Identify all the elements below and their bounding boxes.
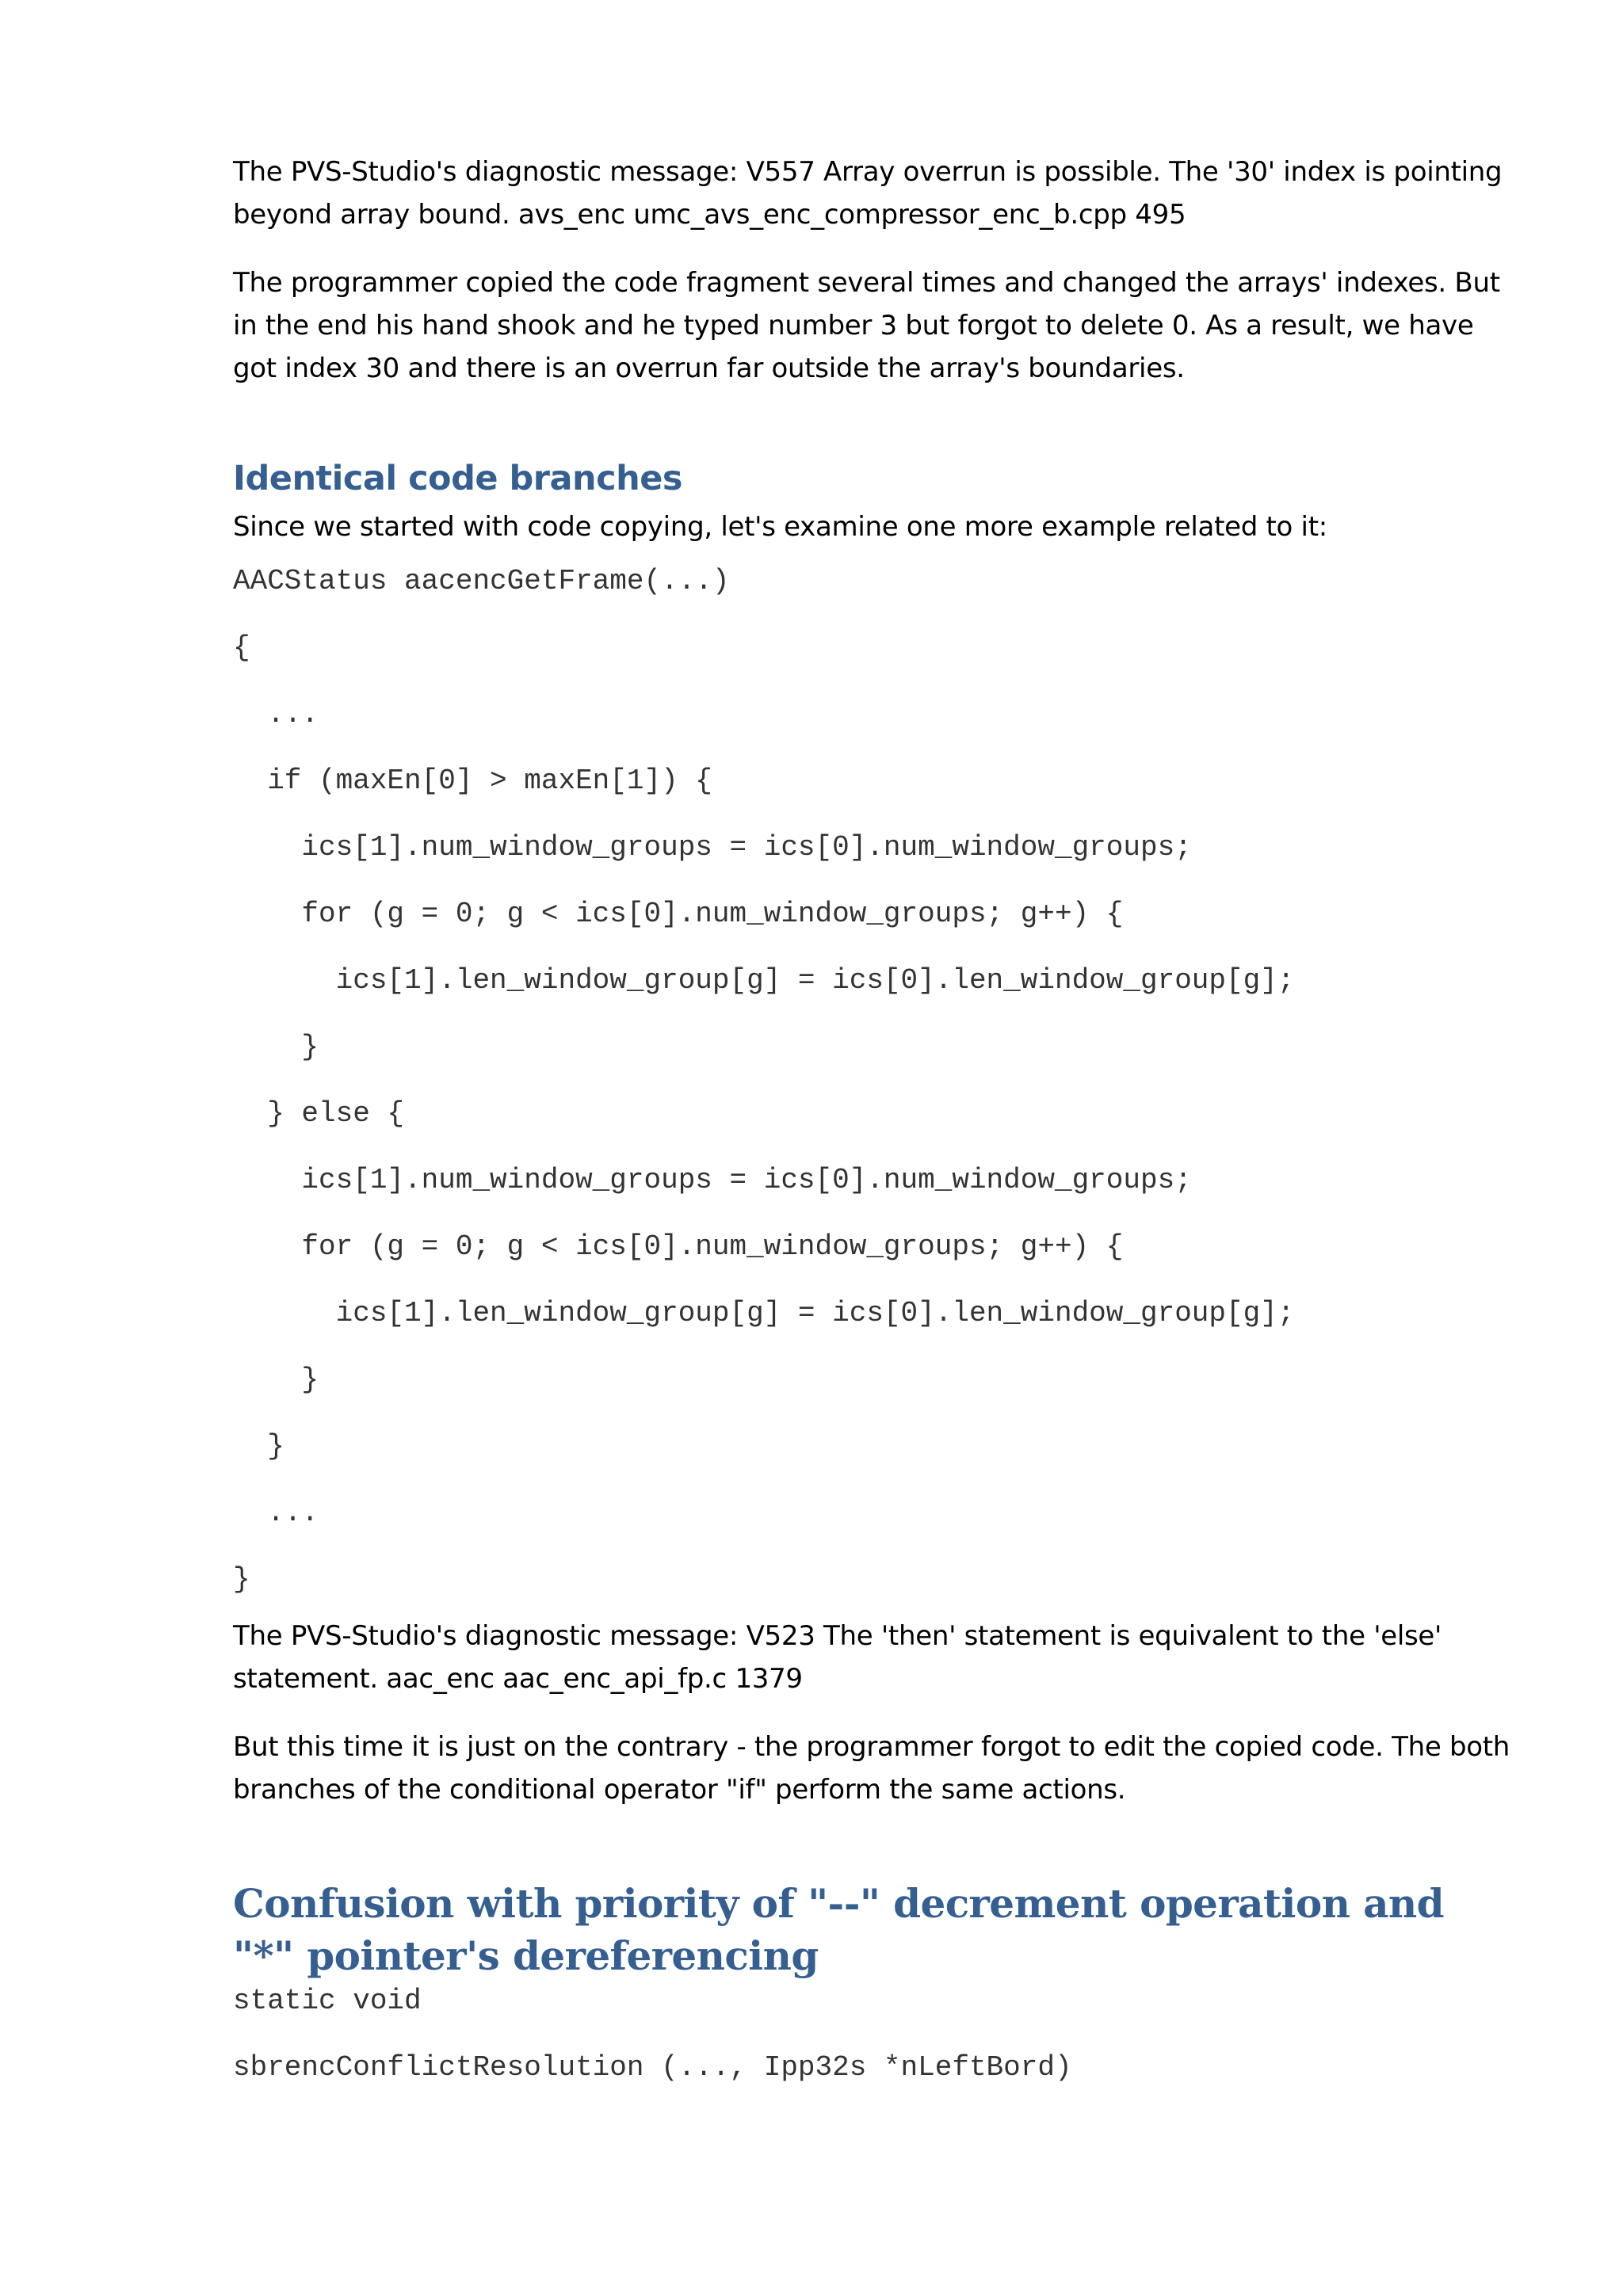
paragraph-v557-diagnostic: The PVS-Studio's diagnostic message: V557 Array overrun is possible. The '30' index is pointing beyond array bound. avs_enc umc_avs_enc_compressor_enc_b.cpp 495 [233, 156, 1503, 231]
code-line: for (g = 0; g < ics[0].num_window_groups; g++) { [233, 1230, 1124, 1263]
code-line: ... [233, 698, 319, 730]
code-block-identical [233, 564, 1517, 1615]
code-line: } [233, 1563, 250, 1596]
code-line: ics[1].len_window_group[g] = ics[0].len_window_group[g]; [233, 1297, 1295, 1329]
code-line: } else { [233, 1097, 405, 1130]
heading-confusion-priority: Confusion with priority of "--" decrement operation and "*" pointer's dereferencing [233, 1880, 1445, 1979]
paragraph-v523-diagnostic: The PVS-Studio's diagnostic message: V523 The 'then' statement is equivalent to the 'else' statement. aac_enc aac_enc_api_fp.c 1379 [233, 1620, 1442, 1695]
paragraph-identical-intro: Since we started with code copying, let's examine one more example related to it: [233, 511, 1327, 543]
code-line: ics[1].len_window_group[g] = ics[0].len_window_group[g]; [233, 964, 1295, 997]
code-line: ics[1].num_window_groups = ics[0].num_window_groups; [233, 831, 1192, 864]
code-line: AACStatus aacencGetFrame(...) [233, 565, 730, 597]
code-line: } [233, 1031, 319, 1063]
paragraph-v557-explanation: The programmer copied the code fragment several times and changed the arrays' indexes. But in the end his hand shook and he typed number 3 but forgot to delete 0. As a result, we have got index 30 and there is an overrun far outside the array's boundaries. [233, 267, 1500, 384]
code-line: sbrencConflictResolution (..., Ipp32s *nLeftBord) [233, 2051, 1072, 2084]
code-line: } [233, 1363, 319, 1396]
heading-identical-code-branches: Identical code branches [233, 459, 682, 498]
code-block-confusion [233, 1984, 1517, 2117]
code-line: } [233, 1430, 285, 1463]
paragraph-v523-explanation: But this time it is just on the contrary - the programmer forgot to edit the copied code. The both branches of the conditional operator "if" perform the same actions. [233, 1731, 1510, 1806]
code-line: ics[1].num_window_groups = ics[0].num_window_groups; [233, 1164, 1192, 1196]
document-body [233, 151, 1517, 2117]
code-line: ... [233, 1497, 319, 1529]
code-line: { [233, 631, 250, 664]
code-line: for (g = 0; g < ics[0].num_window_groups; g++) { [233, 898, 1124, 930]
code-line: static void [233, 1985, 422, 2017]
code-line: if (maxEn[0] > maxEn[1]) { [233, 765, 712, 797]
